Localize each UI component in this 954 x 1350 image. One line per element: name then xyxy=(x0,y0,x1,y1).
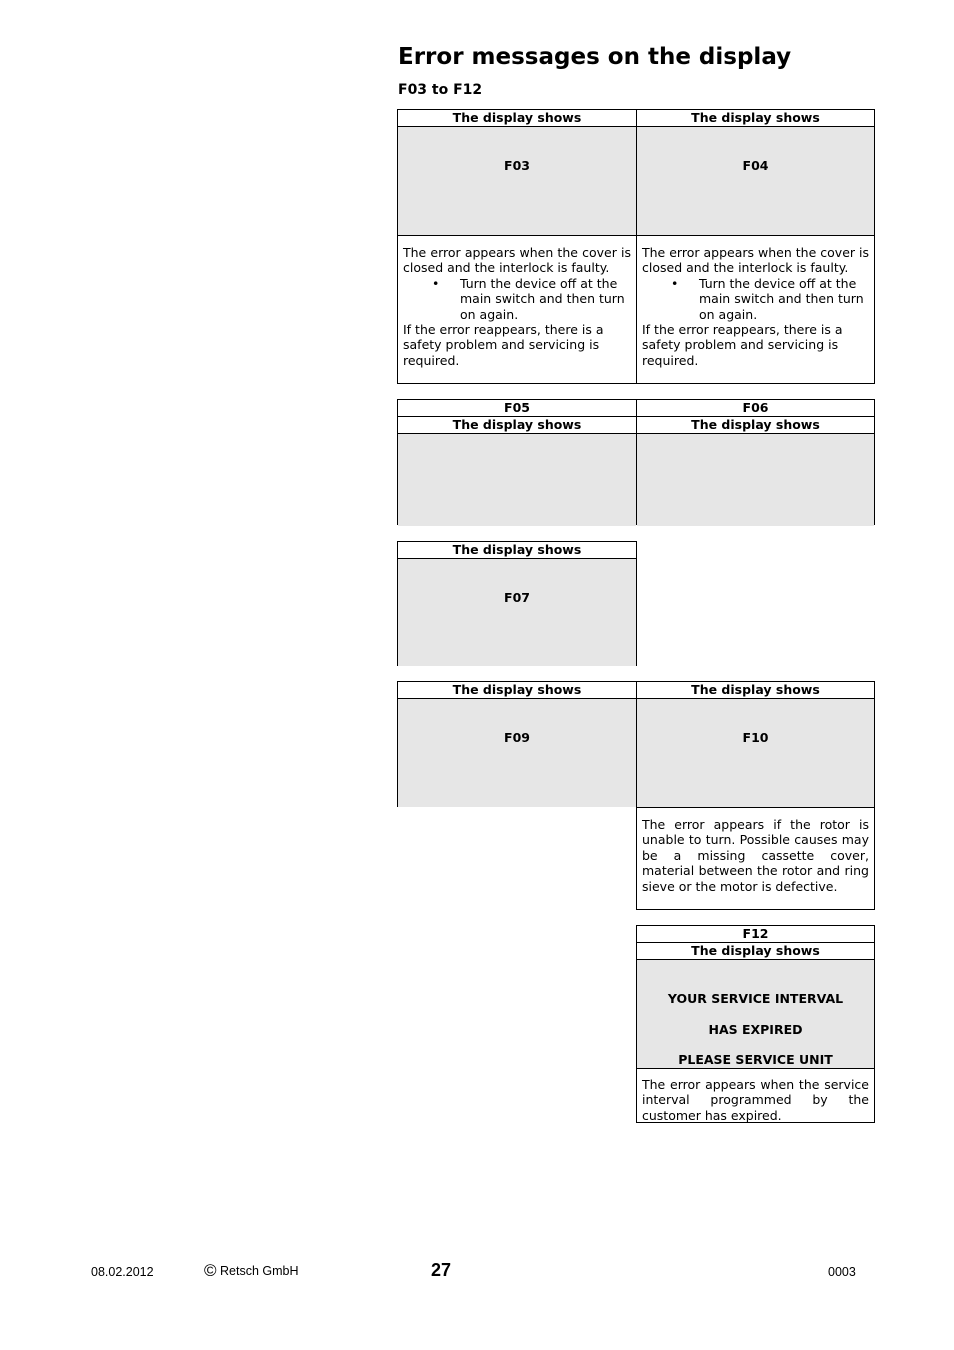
f06-code: F06 xyxy=(637,400,874,417)
footer-date: 08.02.2012 xyxy=(91,1265,154,1279)
page-number: 27 xyxy=(431,1260,452,1280)
f12-code: F12 xyxy=(637,926,874,943)
f10-description: The error appears if the rotor is unable to turn. Possible causes may be a missing cassette cover, material between the rotor and ring sieve or the motor is defective. xyxy=(642,817,869,894)
table-f10 xyxy=(636,681,875,910)
table-f12 xyxy=(636,925,875,1123)
f10-display xyxy=(637,699,874,808)
f06-display xyxy=(637,434,874,526)
f04-code: F04 xyxy=(742,157,769,173)
table-f03-f04 xyxy=(397,109,875,384)
footer-company: Retsch GmbH xyxy=(220,1264,299,1278)
f10-code: F10 xyxy=(742,729,769,745)
f12-message: YOUR SERVICE INTERVAL HAS EXPIRED PLEASE SERVICE UNIT xyxy=(667,990,844,1068)
footer-copyright xyxy=(204,1261,299,1281)
f05-header: The display shows xyxy=(398,417,636,434)
f09-header: The display shows xyxy=(398,682,636,699)
f04-desc-outro: If the error reappears, there is a safety problem and servicing is required. xyxy=(642,322,843,368)
f04-description xyxy=(637,236,874,368)
f05-display xyxy=(398,434,636,526)
page-subtitle: F03 to F12 xyxy=(398,82,483,98)
f07-code: F07 xyxy=(504,589,530,605)
f03-desc-bullet: • Turn the device off at the main switch and then turn on again. xyxy=(403,276,631,322)
f03-header: The display shows xyxy=(398,110,636,127)
f04-desc-bullet: • Turn the device off at the main switch and then turn on again. xyxy=(642,276,869,322)
f12-header: The display shows xyxy=(637,943,874,960)
f03-display xyxy=(398,127,636,236)
f04-display xyxy=(637,127,874,236)
page-title: Error messages on the display xyxy=(398,44,792,70)
table-f09 xyxy=(397,681,637,807)
f10-header: The display shows xyxy=(637,682,874,699)
f06-header: The display shows xyxy=(637,417,874,434)
footer-doc-code: 0003 xyxy=(828,1265,856,1279)
f03-desc-outro: If the error reappears, there is a safety problem and servicing is required. xyxy=(403,322,604,368)
f09-display xyxy=(398,699,636,807)
f09-code: F09 xyxy=(504,729,530,745)
f07-display xyxy=(398,559,636,666)
f04-header: The display shows xyxy=(637,110,874,127)
f04-desc-intro: The error appears when the cover is closed and the interlock is faulty. xyxy=(642,245,869,276)
copyright-icon: © xyxy=(204,1261,217,1280)
f03-code: F03 xyxy=(504,157,530,173)
f03-desc-intro: The error appears when the cover is closed and the interlock is faulty. xyxy=(403,245,631,276)
f12-display xyxy=(637,960,874,1069)
f03-description xyxy=(398,236,636,368)
table-f05-f06 xyxy=(397,399,875,525)
f05-code: F05 xyxy=(398,400,636,417)
f07-header: The display shows xyxy=(398,542,636,559)
f12-description: The error appears when the service interval programmed by the customer has expired. xyxy=(642,1077,869,1123)
table-f07 xyxy=(397,541,637,666)
